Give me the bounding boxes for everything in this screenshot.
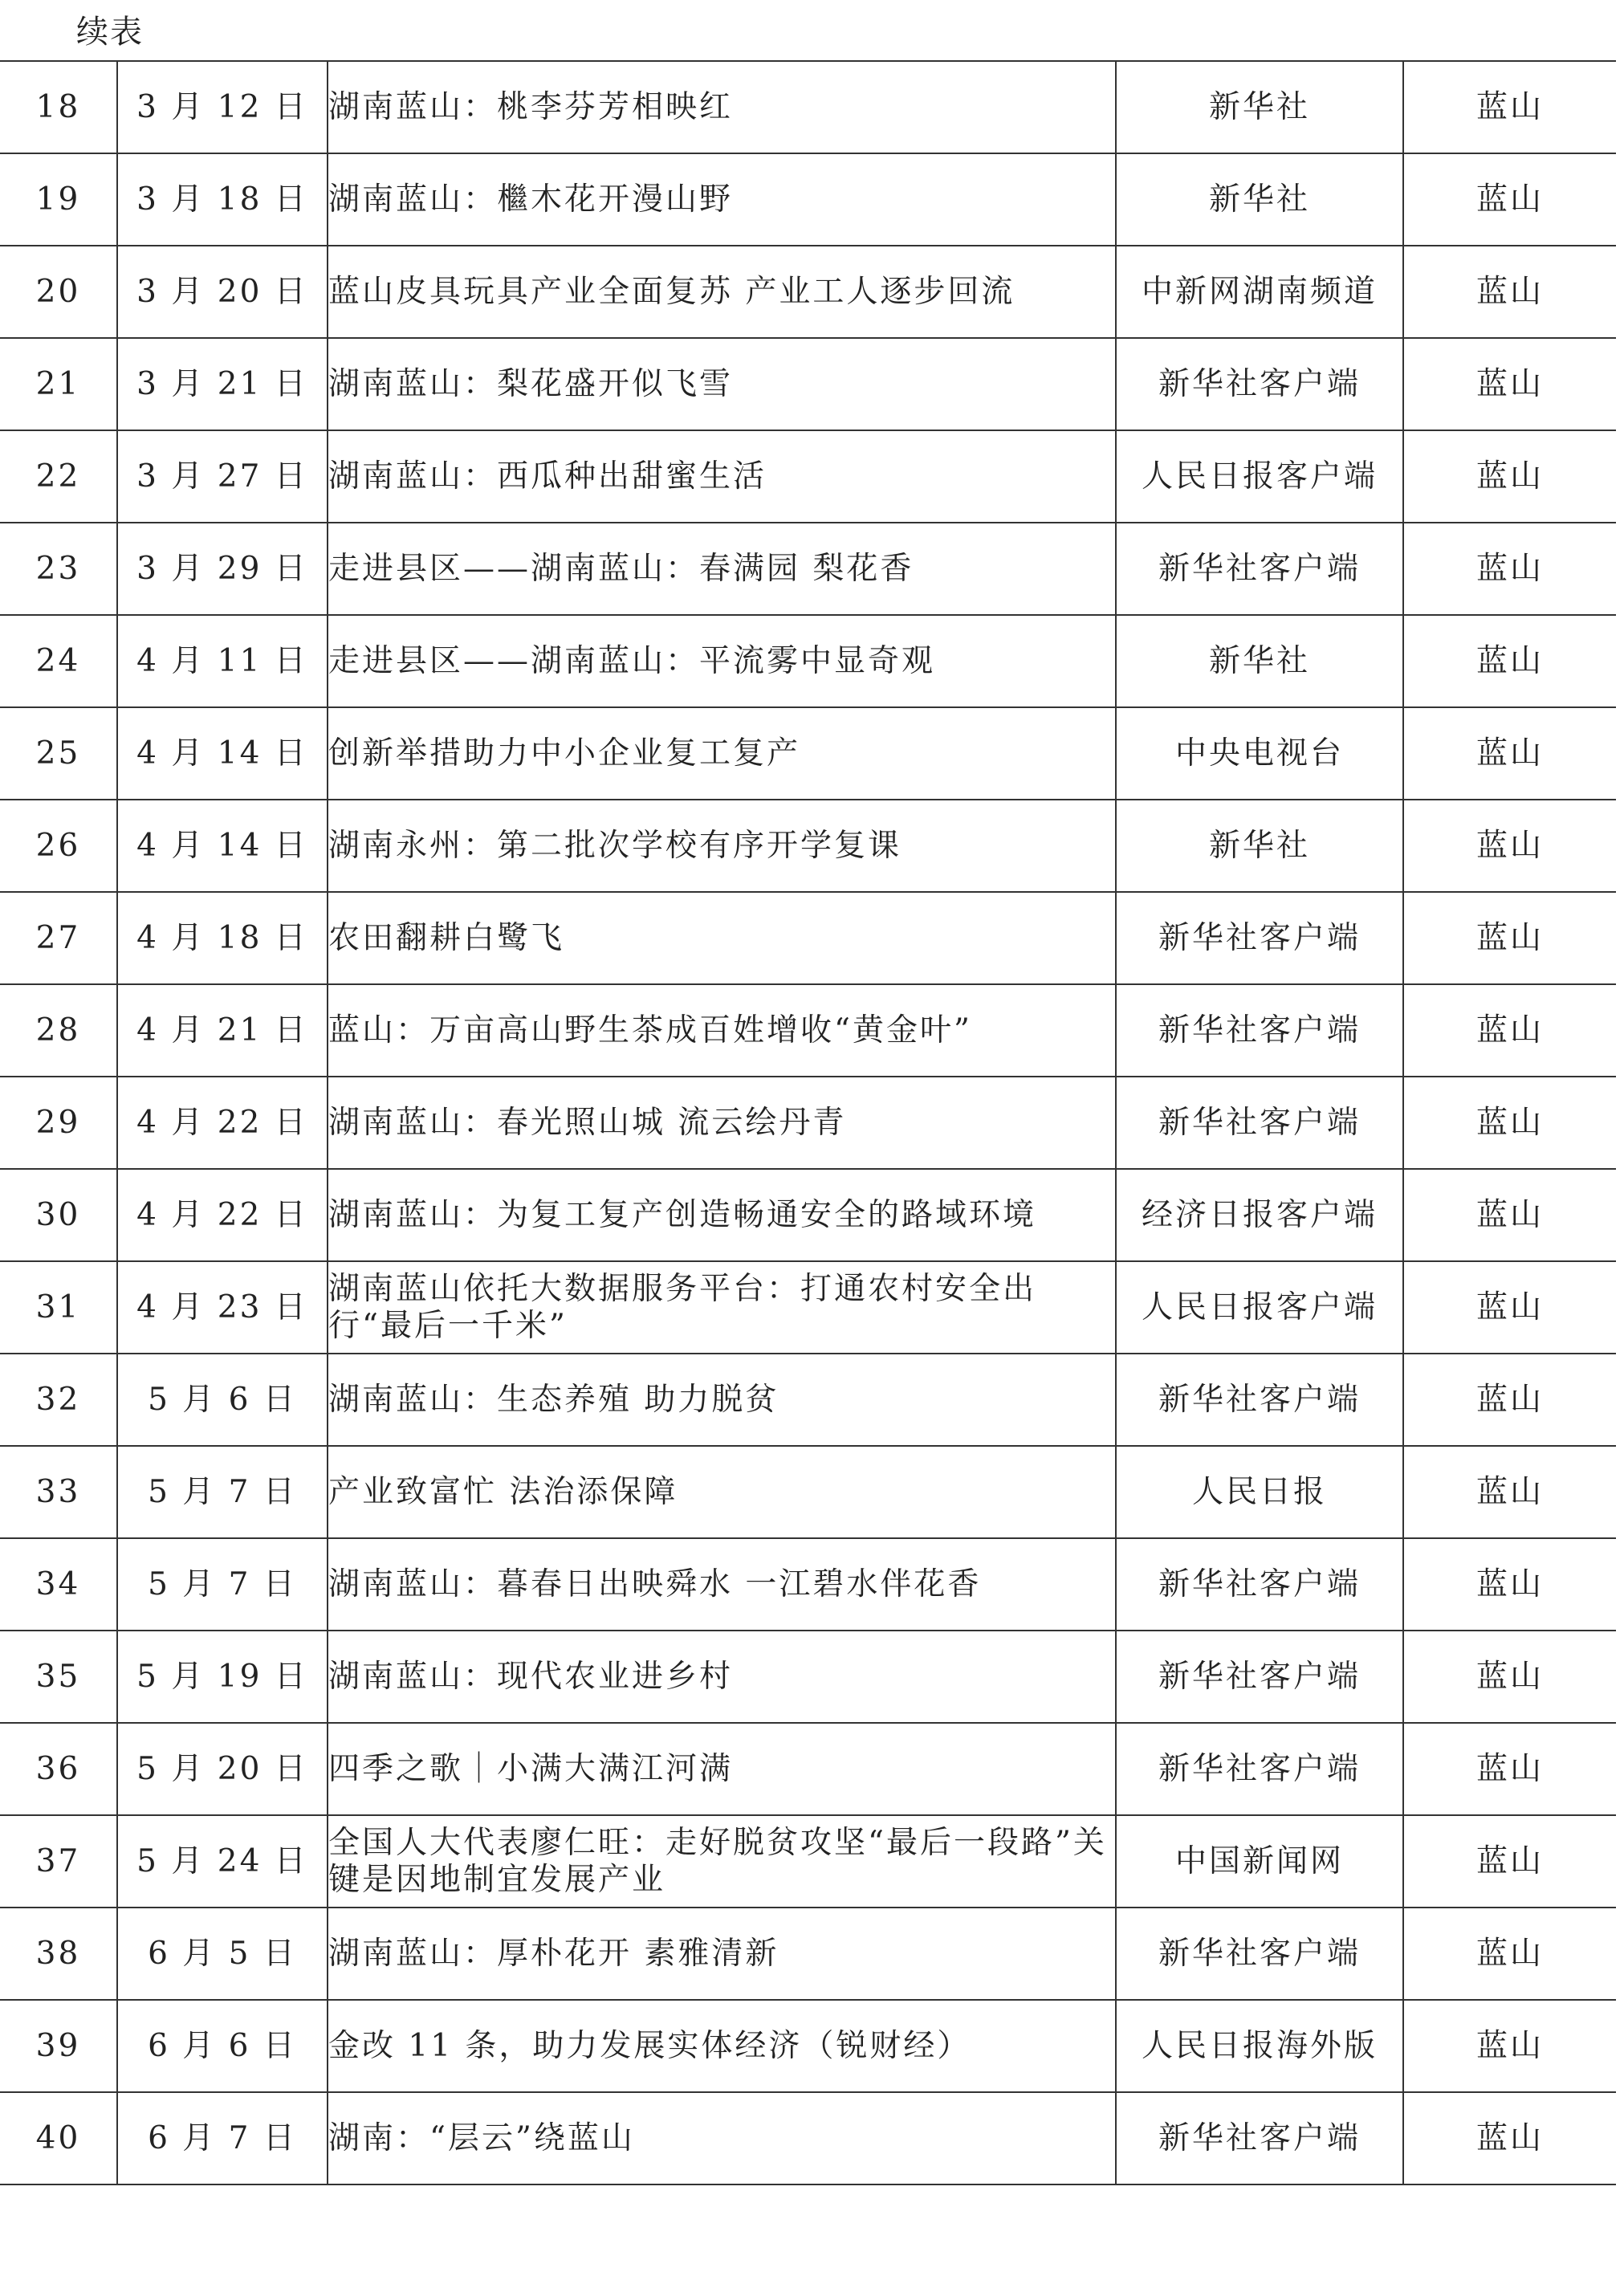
table-row [0,1815,1616,1908]
row-date: 4 月 23 日 [117,1261,328,1354]
row-title: 产业致富忙 法治添保障 [328,1446,1116,1538]
row-media: 人民日报 [1116,1446,1403,1538]
row-region: 蓝山 [1403,1354,1616,1446]
row-region: 蓝山 [1403,153,1616,246]
row-media: 新华社客户端 [1116,1723,1403,1815]
row-title: 湖南蓝山：生态养殖 助力脱贫 [328,1354,1116,1446]
row-media: 新华社 [1116,800,1403,892]
row-number: 39 [0,2000,117,2092]
row-title: 湖南蓝山：春光照山城 流云绘丹青 [328,1077,1116,1169]
row-title: 全国人大代表廖仁旺：走好脱贫攻坚“最后一段路”关键是因地制宜发展产业 [328,1815,1116,1908]
row-title: 湖南蓝山：暮春日出映舜水 一江碧水伴花香 [328,1538,1116,1631]
row-media: 经济日报客户端 [1116,1169,1403,1261]
row-title: 湖南蓝山：桃李芬芳相映红 [328,61,1116,153]
row-number: 24 [0,615,117,707]
row-media: 新华社客户端 [1116,1908,1403,2000]
row-region: 蓝山 [1403,2000,1616,2092]
table-row [0,1077,1616,1169]
row-media: 新华社客户端 [1116,1077,1403,1169]
table-row [0,430,1616,523]
row-date: 4 月 22 日 [117,1077,328,1169]
row-region: 蓝山 [1403,1169,1616,1261]
table-row [0,892,1616,984]
row-date: 4 月 14 日 [117,800,328,892]
row-media: 新华社 [1116,61,1403,153]
row-number: 19 [0,153,117,246]
row-number: 27 [0,892,117,984]
row-number: 23 [0,523,117,615]
row-media: 新华社 [1116,615,1403,707]
row-date: 5 月 7 日 [117,1538,328,1631]
table-row [0,1169,1616,1261]
row-media: 新华社 [1116,153,1403,246]
row-title: 湖南蓝山：西瓜种出甜蜜生活 [328,430,1116,523]
row-region: 蓝山 [1403,2092,1616,2184]
row-region: 蓝山 [1403,246,1616,338]
table-row [0,523,1616,615]
row-region: 蓝山 [1403,1077,1616,1169]
row-date: 3 月 27 日 [117,430,328,523]
table-row [0,61,1616,153]
table-caption: 续表 [76,14,144,51]
row-title: 四季之歌｜小满大满江河满 [328,1723,1116,1815]
row-region: 蓝山 [1403,1908,1616,2000]
table-row [0,984,1616,1077]
row-media: 新华社客户端 [1116,1631,1403,1723]
row-date: 5 月 24 日 [117,1815,328,1908]
row-date: 4 月 14 日 [117,707,328,800]
row-region: 蓝山 [1403,892,1616,984]
row-region: 蓝山 [1403,430,1616,523]
row-number: 34 [0,1538,117,1631]
table-row [0,707,1616,800]
row-number: 31 [0,1261,117,1354]
table-row [0,1908,1616,2000]
row-title: 农田翻耕白鹭飞 [328,892,1116,984]
row-title: 湖南蓝山：厚朴花开 素雅清新 [328,1908,1116,2000]
row-media: 新华社客户端 [1116,523,1403,615]
row-title: 湖南：“层云”绕蓝山 [328,2092,1116,2184]
table-row [0,1538,1616,1631]
row-number: 25 [0,707,117,800]
row-date: 5 月 20 日 [117,1723,328,1815]
row-title: 湖南永州：第二批次学校有序开学复课 [328,800,1116,892]
row-title: 走进县区——湖南蓝山：春满园 梨花香 [328,523,1116,615]
table-row [0,153,1616,246]
row-title: 金改 11 条，助力发展实体经济（锐财经） [328,2000,1116,2092]
row-region: 蓝山 [1403,338,1616,430]
row-title: 蓝山皮具玩具产业全面复苏 产业工人逐步回流 [328,246,1116,338]
row-date: 3 月 20 日 [117,246,328,338]
table-row [0,1723,1616,1815]
row-number: 22 [0,430,117,523]
row-date: 5 月 7 日 [117,1446,328,1538]
row-number: 32 [0,1354,117,1446]
row-media: 人民日报客户端 [1116,1261,1403,1354]
row-title: 湖南蓝山：檵木花开漫山野 [328,153,1116,246]
row-region: 蓝山 [1403,615,1616,707]
row-region: 蓝山 [1403,61,1616,153]
table-row [0,2000,1616,2092]
row-date: 4 月 11 日 [117,615,328,707]
row-title: 蓝山：万亩高山野生茶成百姓增收“黄金叶” [328,984,1116,1077]
row-number: 20 [0,246,117,338]
row-number: 21 [0,338,117,430]
row-title: 湖南蓝山：为复工复产创造畅通安全的路域环境 [328,1169,1116,1261]
row-number: 26 [0,800,117,892]
table-row [0,1631,1616,1723]
table-row [0,800,1616,892]
row-title: 湖南蓝山：梨花盛开似飞雪 [328,338,1116,430]
row-media: 新华社客户端 [1116,338,1403,430]
row-media: 中央电视台 [1116,707,1403,800]
row-media: 新华社客户端 [1116,1354,1403,1446]
table-row [0,1261,1616,1354]
row-date: 3 月 12 日 [117,61,328,153]
row-number: 35 [0,1631,117,1723]
row-region: 蓝山 [1403,1631,1616,1723]
row-region: 蓝山 [1403,523,1616,615]
row-region: 蓝山 [1403,1815,1616,1908]
row-date: 6 月 5 日 [117,1908,328,2000]
row-media: 中国新闻网 [1116,1815,1403,1908]
row-date: 4 月 22 日 [117,1169,328,1261]
news-table [0,60,1616,2185]
row-region: 蓝山 [1403,1723,1616,1815]
table-row [0,1354,1616,1446]
row-title: 创新举措助力中小企业复工复产 [328,707,1116,800]
row-title: 湖南蓝山依托大数据服务平台：打通农村安全出行“最后一千米” [328,1261,1116,1354]
table-row [0,246,1616,338]
row-number: 37 [0,1815,117,1908]
row-number: 18 [0,61,117,153]
row-media: 中新网湖南频道 [1116,246,1403,338]
row-number: 38 [0,1908,117,2000]
row-date: 6 月 7 日 [117,2092,328,2184]
row-number: 30 [0,1169,117,1261]
row-region: 蓝山 [1403,800,1616,892]
row-number: 40 [0,2092,117,2184]
row-region: 蓝山 [1403,707,1616,800]
row-region: 蓝山 [1403,1446,1616,1538]
row-media: 新华社客户端 [1116,892,1403,984]
row-region: 蓝山 [1403,1538,1616,1631]
row-title: 走进县区——湖南蓝山：平流雾中显奇观 [328,615,1116,707]
row-media: 新华社客户端 [1116,1538,1403,1631]
row-date: 5 月 6 日 [117,1354,328,1446]
row-region: 蓝山 [1403,1261,1616,1354]
row-date: 4 月 21 日 [117,984,328,1077]
row-number: 29 [0,1077,117,1169]
row-media: 新华社客户端 [1116,984,1403,1077]
row-media: 新华社客户端 [1116,2092,1403,2184]
row-date: 4 月 18 日 [117,892,328,984]
table-row [0,615,1616,707]
table-row [0,1446,1616,1538]
row-number: 33 [0,1446,117,1538]
row-number: 28 [0,984,117,1077]
row-date: 6 月 6 日 [117,2000,328,2092]
table-row [0,2092,1616,2184]
row-media: 人民日报海外版 [1116,2000,1403,2092]
news-table-body [0,61,1616,2184]
row-date: 5 月 19 日 [117,1631,328,1723]
row-number: 36 [0,1723,117,1815]
table-row [0,338,1616,430]
row-date: 3 月 21 日 [117,338,328,430]
row-title: 湖南蓝山：现代农业进乡村 [328,1631,1116,1723]
row-date: 3 月 29 日 [117,523,328,615]
row-date: 3 月 18 日 [117,153,328,246]
row-media: 人民日报客户端 [1116,430,1403,523]
row-region: 蓝山 [1403,984,1616,1077]
